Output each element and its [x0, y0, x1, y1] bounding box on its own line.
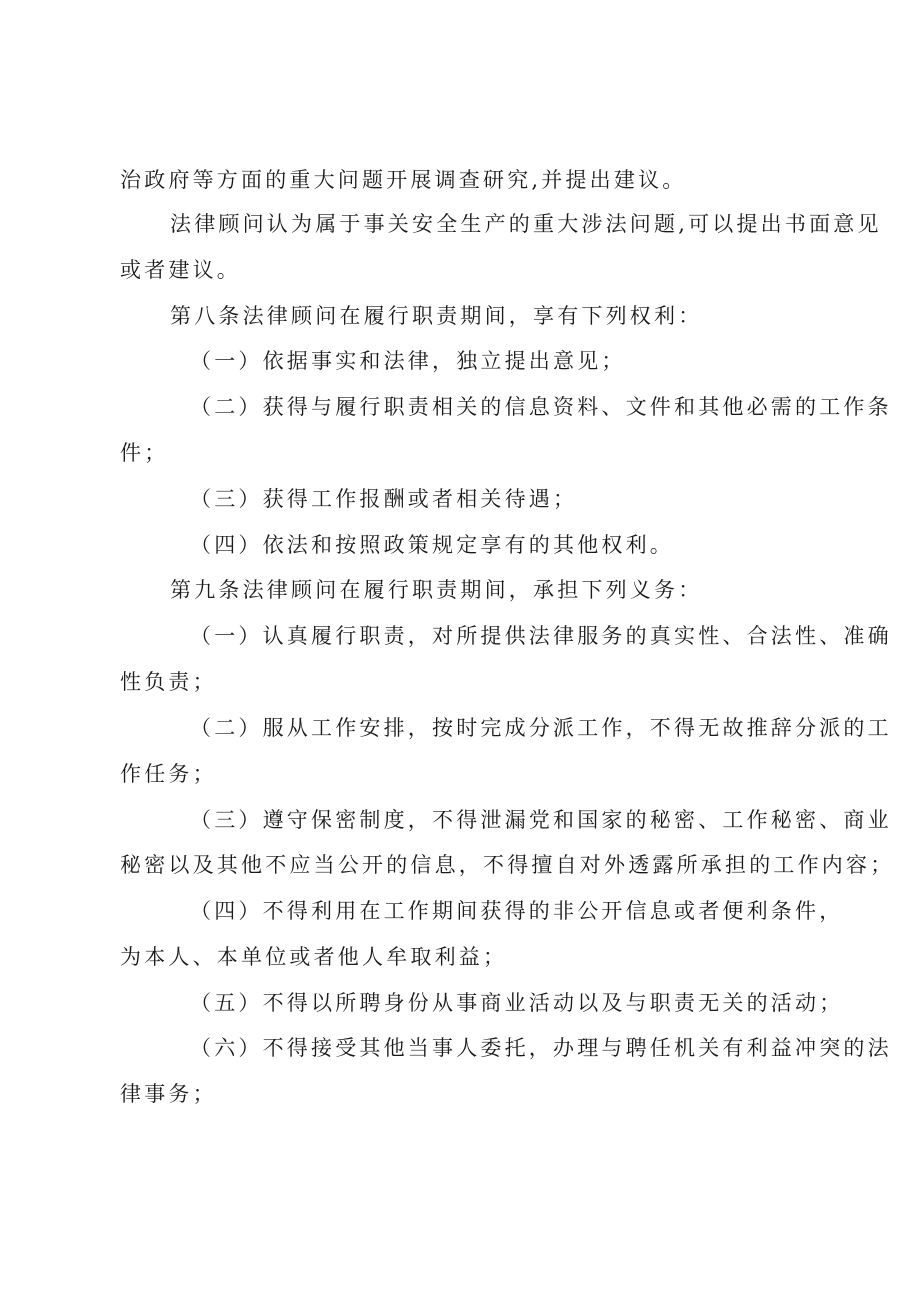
list-item-line: （二）服从工作安排，按时完成分派工作，不得无故推辞分派的工: [190, 716, 892, 740]
list-item-line: （五）不得以所聘身份从事商业活动以及与职责无关的活动；: [190, 991, 844, 1015]
paragraph-line: 法律顾问认为属于事关安全生产的重大涉法问题,可以提出书面意见: [170, 212, 882, 236]
list-item-line: 为本人、本单位或者他人牟取利益；: [120, 945, 508, 969]
list-item-line: 作任务；: [120, 762, 217, 786]
list-item-line: （四）依法和按照政策规定享有的其他权利。: [190, 533, 674, 557]
list-item-line: 件；: [120, 441, 169, 465]
list-item-line: （一）认真履行职责，对所提供法律服务的真实性、合法性、准确: [190, 624, 892, 648]
paragraph-line: 或者建议。: [120, 258, 241, 282]
article-heading-line: 第八条法律顾问在履行职责期间，享有下列权利：: [170, 304, 703, 328]
list-item-line: （一）依据事实和法律，独立提出意见；: [190, 349, 626, 373]
list-item-line: （三）获得工作报酬或者相关待遇；: [190, 487, 578, 511]
list-item-line: 性负责；: [120, 670, 217, 694]
list-item-line: （二）获得与履行职责相关的信息资料、文件和其他必需的工作条: [190, 395, 892, 419]
list-item-line: （三）遵守保密制度，不得泄漏党和国家的秘密、工作秘密、商业: [190, 808, 892, 832]
paragraph-line: 治政府等方面的重大问题开展调查研究,并提出建议。: [120, 168, 687, 192]
list-item-line: （四）不得利用在工作期间获得的非公开信息或者便利条件，: [190, 899, 844, 923]
list-item-line: 律事务；: [120, 1082, 217, 1106]
list-item-line: （六）不得接受其他当事人委托，办理与聘任机关有利益冲突的法: [190, 1036, 892, 1060]
article-heading-line: 第九条法律顾问在履行职责期间，承担下列义务：: [170, 578, 703, 602]
list-item-line: 秘密以及其他不应当公开的信息，不得擅自对外透露所承担的工作内容；: [120, 853, 895, 877]
